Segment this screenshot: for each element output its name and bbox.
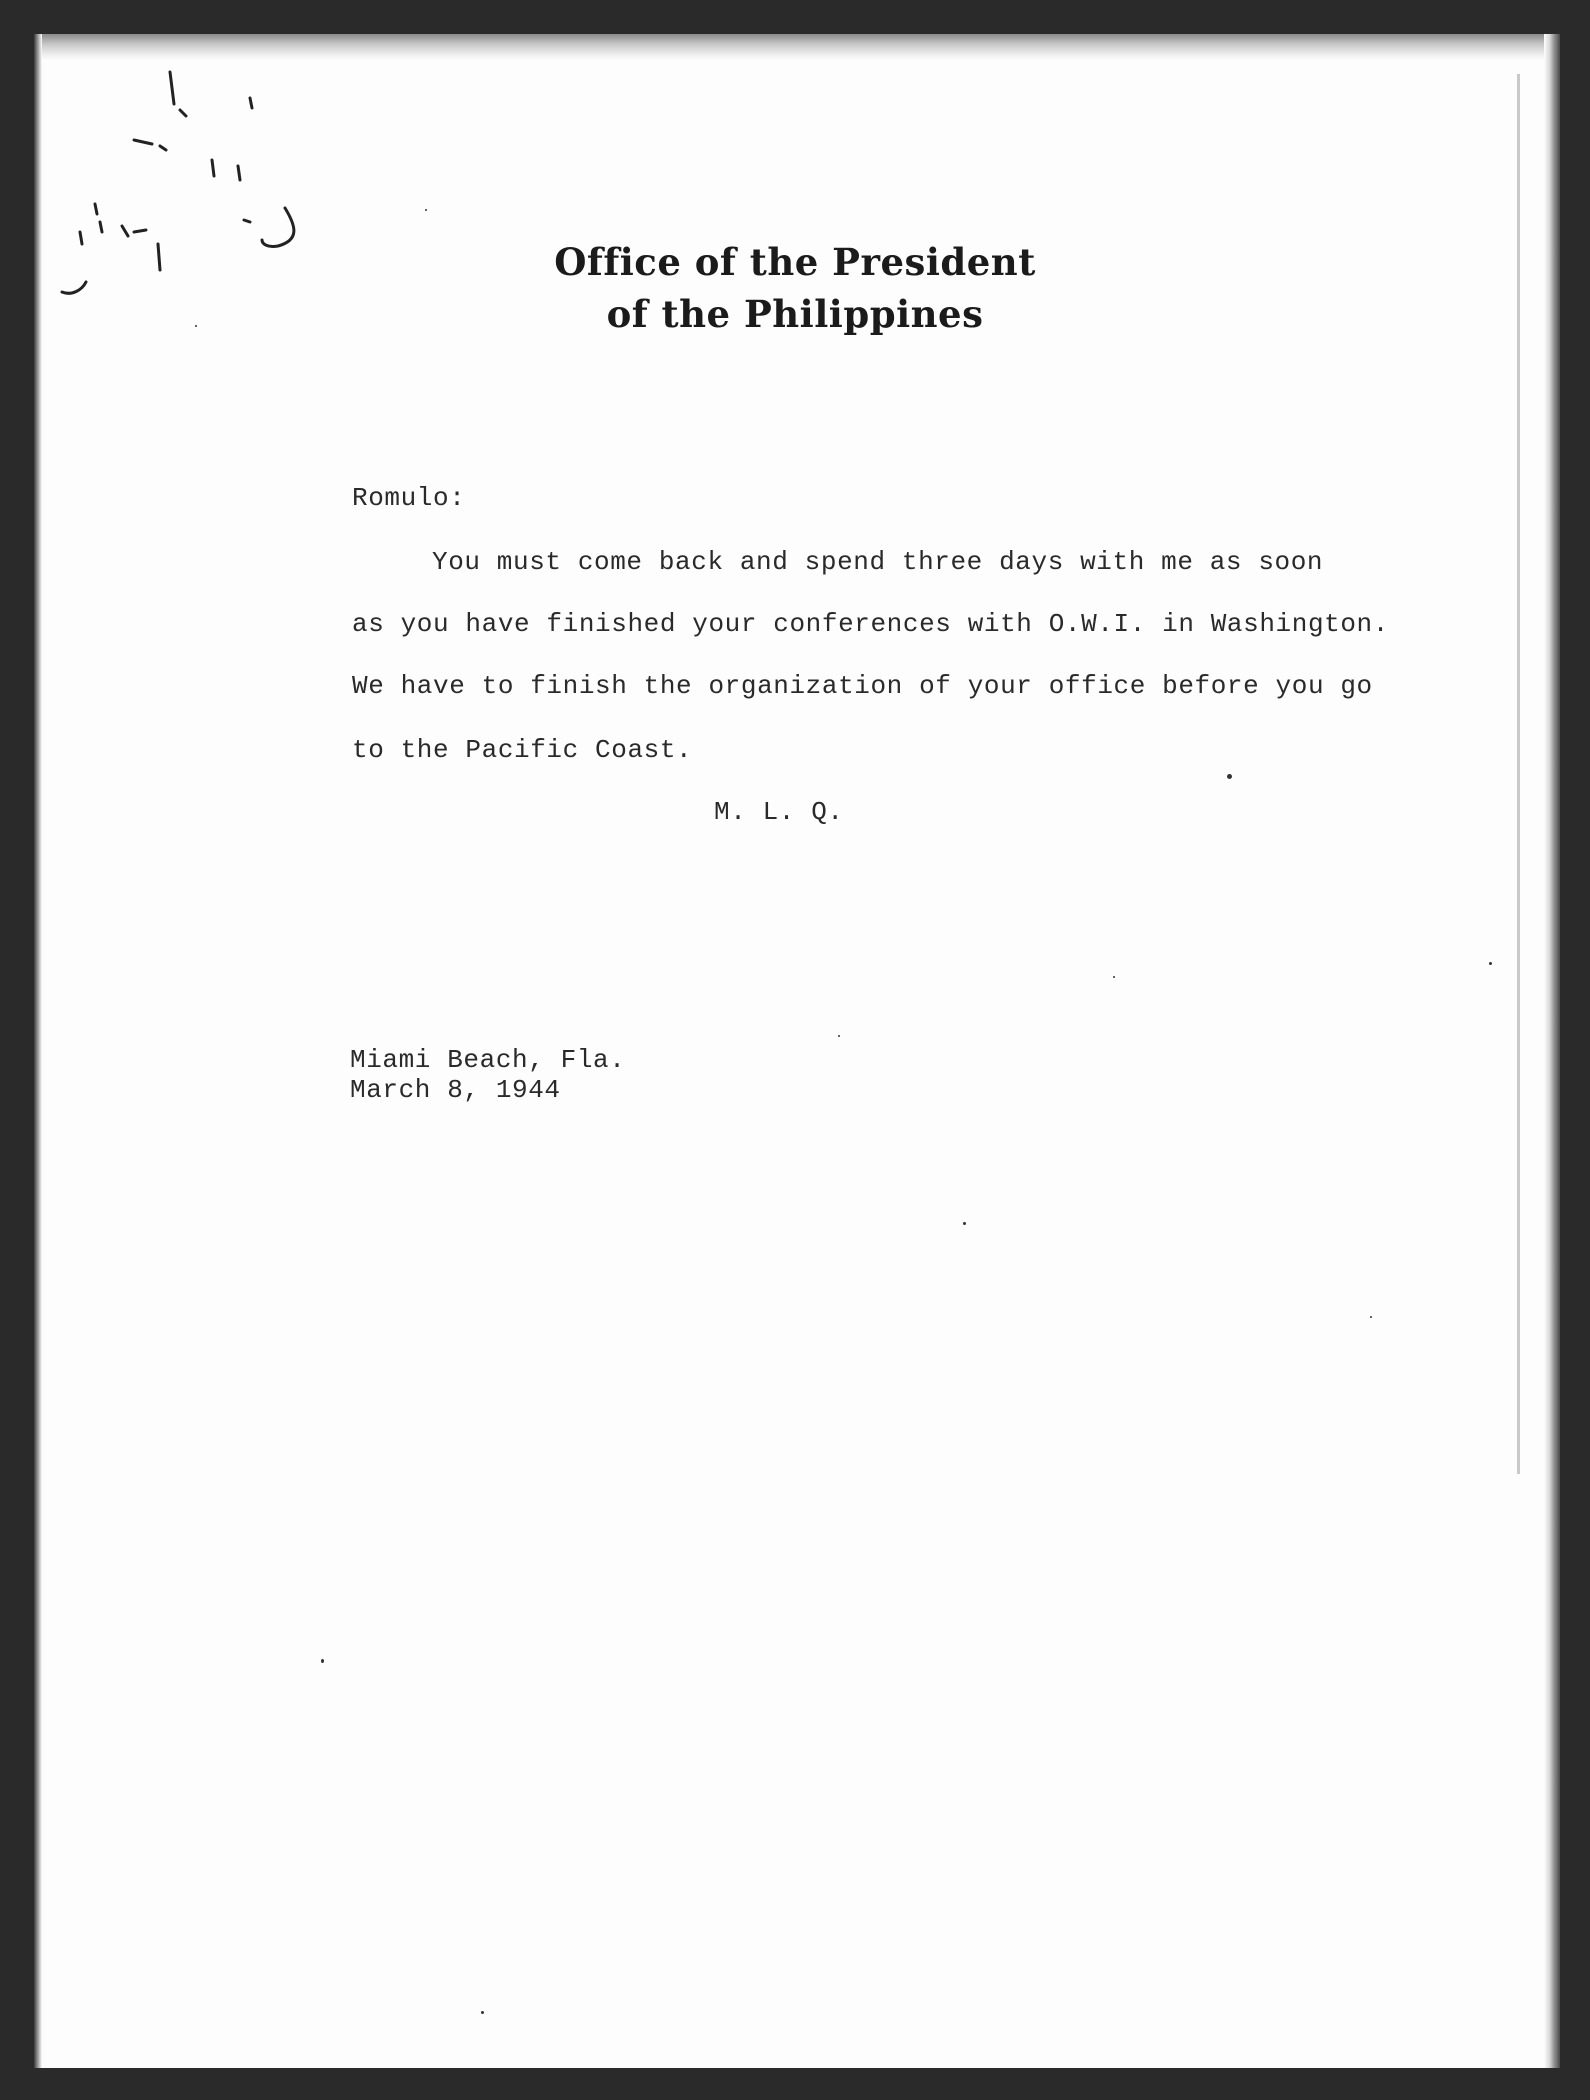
scan-speck: [425, 209, 427, 211]
letterhead-line-2: of the Philippines: [606, 292, 984, 336]
body-line: as you have finished your conferences with O.W.I. in Washington.: [352, 609, 1389, 639]
scan-speck: [1113, 976, 1115, 978]
place-line: Miami Beach, Fla.: [350, 1045, 626, 1075]
scan-speck: [1489, 962, 1492, 965]
body-line: We have to finish the organization of your office before you go: [352, 671, 1373, 701]
signature-initials: M. L. Q.: [714, 797, 844, 827]
scan-speck: [195, 325, 197, 327]
date-line: March 8, 1944: [350, 1075, 561, 1105]
scan-speck: [963, 1222, 966, 1225]
salutation: Romulo:: [352, 483, 466, 513]
body-line: to the Pacific Coast.: [352, 735, 693, 765]
letterhead-line-1: Office of the President: [554, 240, 1036, 284]
body-line: You must come back and spend three days with me as soon: [432, 547, 1324, 577]
scan-speck: [838, 1035, 840, 1037]
scan-speck: [1227, 774, 1232, 779]
scan-speck: [481, 2011, 484, 2014]
scan-speck: [1370, 1316, 1372, 1318]
scan-speck: [321, 1659, 324, 1663]
